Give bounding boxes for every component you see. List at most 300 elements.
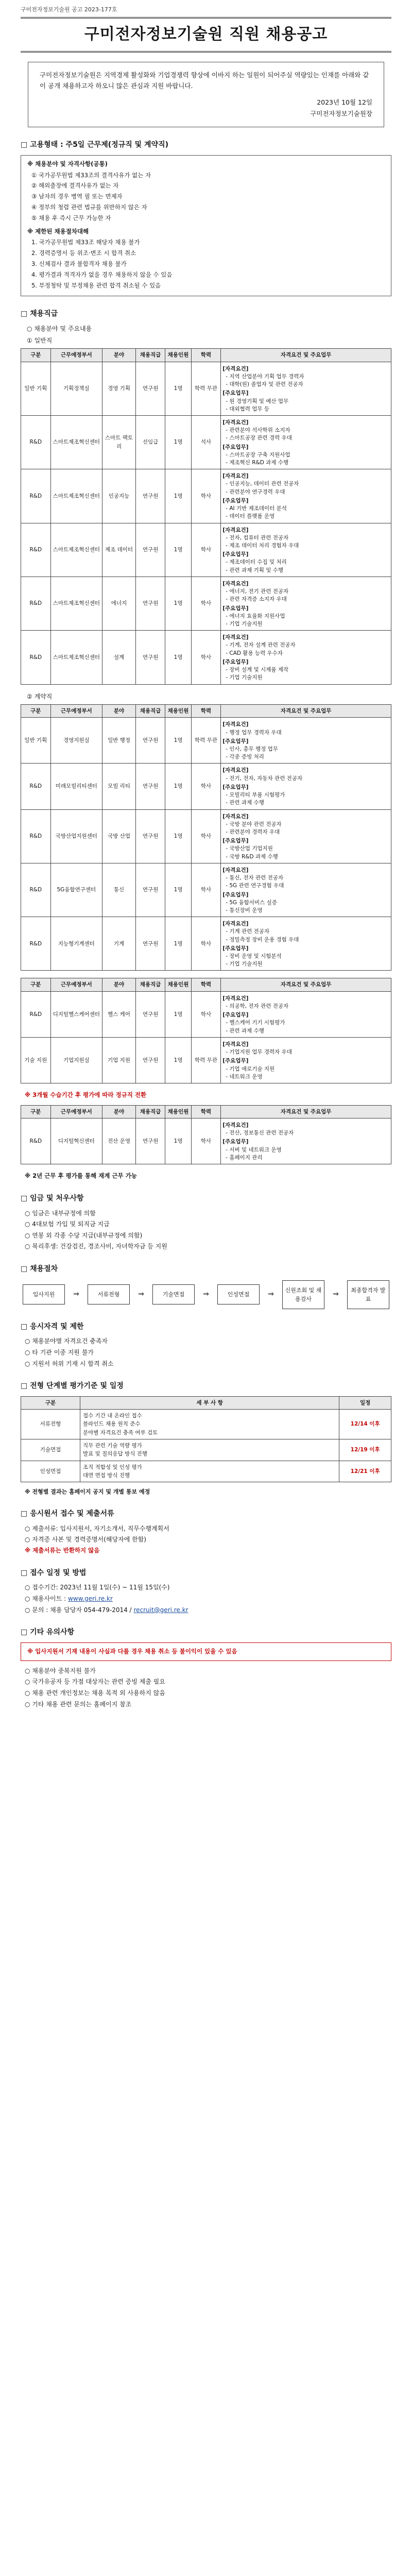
- cell-duty: [221, 809, 391, 863]
- table-row: [21, 1439, 391, 1461]
- duty-line: - 관련분야 연구경력 우대: [226, 488, 285, 495]
- duty-line: - 통신, 전자 관련 전공자: [226, 875, 283, 882]
- cell-cat: R&D: [21, 577, 51, 630]
- detail-line: 조직 적합성 및 인성 평가: [83, 1464, 142, 1470]
- process-step: 서류전형: [88, 1284, 130, 1304]
- cell-dept: 스마트제조혁신센터: [50, 415, 102, 469]
- cell-num: 1명: [165, 718, 191, 764]
- cell-duty: [221, 415, 391, 469]
- schedule-table: [21, 1396, 391, 1482]
- cell-num: 1명: [165, 1037, 191, 1083]
- duty-line: [주요업무]: [222, 444, 249, 450]
- contract-label: ② 계약직: [27, 692, 53, 700]
- cell-num: 1명: [165, 631, 191, 684]
- page-title: 구미전자정보기술원 직원 채용공고: [84, 25, 328, 44]
- date-cell: 12/19 이후: [339, 1439, 391, 1461]
- probation-note: ※ 3개월 수습기간 후 평가에 따라 정규직 전환: [25, 1091, 147, 1098]
- table-row: [21, 917, 391, 971]
- cell-rank: 연구원: [135, 1037, 165, 1083]
- column-header: 분야: [102, 705, 136, 718]
- jobs-body: [21, 362, 391, 684]
- list-item: [25, 1594, 391, 1604]
- list-item: ○ 채용분야별 자격요건 충족자: [25, 1337, 108, 1345]
- arrow-right-icon: ⇒: [268, 1290, 274, 1298]
- duty-line: [주요업무]: [222, 738, 249, 744]
- restriction-title: ※ 제한된 채용절차대해: [27, 227, 89, 235]
- stage-cell: 기술면접: [21, 1439, 80, 1461]
- eligibility-box: [21, 155, 391, 297]
- cell-dept: 기업지원실: [50, 1037, 102, 1083]
- duty-line: - 관련 과제 수행: [226, 800, 264, 806]
- intro-text: 구미전자정보기술원은 지역경제 활성화와 기업경쟁력 향상에 이바지 하는 일원이 되어주실 역량있는 인재를 아래와 같이 공개 채용하고자 하오니 많은 관심과 지원 바랍니다.: [40, 71, 369, 90]
- duty-line: [주요업무]: [222, 1058, 249, 1064]
- cell-duty: [221, 764, 391, 809]
- column-header: 채용직급: [135, 349, 165, 362]
- cell-num: 1명: [165, 764, 191, 809]
- duty-line: - 관련 과제 기획 및 수행: [226, 567, 283, 573]
- cell-dept: 스마트제조혁신센터: [50, 523, 102, 577]
- duty-line: - 기계 관련 전공자: [226, 928, 270, 935]
- column-header: 구분: [21, 349, 51, 362]
- column-header: 구분: [21, 978, 51, 991]
- duty-line: - 기업 기술지원: [226, 961, 263, 968]
- list-item: 1. 국가공무원법 제33조 해당자 채용 불가: [31, 239, 140, 246]
- cell-num: 1명: [165, 809, 191, 863]
- process-step: 기술면접: [152, 1284, 195, 1304]
- cell-rank: 연구원: [135, 991, 165, 1037]
- process-step: 최종합격자 발표: [347, 1280, 389, 1309]
- cell-field: 통신: [102, 863, 136, 917]
- cell-edu: 학력 무관: [191, 718, 221, 764]
- process-flow: [23, 1280, 389, 1309]
- cell-edu: 학사: [191, 1118, 221, 1164]
- column-header: 학력: [191, 349, 221, 362]
- cell-cat: 일반 기획: [21, 718, 51, 764]
- column-header: 구분: [21, 1105, 51, 1118]
- cell-dept: 스마트제조혁신센터: [50, 469, 102, 523]
- cell-cat: R&D: [21, 917, 51, 971]
- column-header: 자격요건 및 주요업무: [221, 349, 391, 362]
- duty-line: - 관련분야 경력자 우대: [226, 828, 280, 835]
- list-item: ○ 4대보험 가입 및 퇴직금 지급: [25, 1221, 110, 1228]
- cell-rank: 연구원: [135, 809, 165, 863]
- duty-line: - 국방산업 기업지원: [226, 845, 273, 852]
- section-recruit-rank: □ 채용직급: [21, 310, 58, 318]
- duty-line: [주요업무]: [222, 497, 249, 504]
- duty-line: - 모빌리티 부품 시험평가: [226, 792, 285, 799]
- table-row: [21, 718, 391, 764]
- list-item: ○ 타 기관 이중 지원 불가: [25, 1349, 94, 1357]
- cell-rank: 연구원: [135, 469, 165, 523]
- contact-email-link[interactable]: recruit@geri.re.kr: [133, 1606, 188, 1614]
- duty-line: - 에너지, 전기 관련 전공자: [226, 588, 289, 595]
- duty-line: - 5G 융합서비스 실증: [226, 899, 277, 906]
- column-header: 채용직급: [135, 978, 165, 991]
- cell-edu: 학사: [191, 863, 221, 917]
- cell-edu: 석사: [191, 415, 221, 469]
- duty-line: [자격요건]: [222, 767, 249, 774]
- list-item: ① 국가공무원법 제33조의 결격사유가 없는 자: [31, 171, 151, 179]
- duty-line: - 인공지능, 데이터 관련 전공자: [226, 481, 299, 487]
- list-item: ④ 정부의 청렴 관련 법규를 위반하지 않은 자: [31, 203, 147, 211]
- duty-line: - 기업 애로기술 지원: [226, 1065, 275, 1072]
- table-row: [21, 764, 391, 809]
- cell-edu: 학사: [191, 809, 221, 863]
- detail-cell: [80, 1410, 339, 1439]
- duty-line: [주요업무]: [222, 784, 249, 790]
- cell-field: 일반 행정: [102, 718, 136, 764]
- duty-line: [자격요건]: [222, 1122, 249, 1129]
- list-item: ○ 자격증 사본 및 경력증명서(해당자에 한함): [25, 1536, 146, 1544]
- duty-line: - 각종 증빙 처리: [226, 754, 264, 760]
- cell-rank: 연구원: [135, 764, 165, 809]
- cell-duty: [221, 523, 391, 577]
- duty-line: [자격요건]: [222, 527, 249, 533]
- cell-dept: 기획정책실: [50, 362, 102, 415]
- duty-line: [주요업무]: [222, 1139, 249, 1145]
- duty-line: [자격요건]: [222, 813, 249, 820]
- cell-rank: 연구원: [135, 718, 165, 764]
- detail-line: 대면 면접 방식 진행: [83, 1472, 130, 1479]
- duty-line: - 제조 데이터 처리 경험자 우대: [226, 543, 299, 549]
- cell-num: 1명: [165, 863, 191, 917]
- duty-line: [주요업무]: [222, 891, 249, 898]
- duty-line: - 스마트공장 구축 지원사업: [226, 451, 290, 458]
- section-pay: □ 임금 및 처우사항: [21, 1194, 84, 1202]
- cell-cat: R&D: [21, 764, 51, 809]
- cell-num: 1명: [165, 577, 191, 630]
- table-header: [21, 349, 391, 362]
- list-item: 3. 신체검사 결과 불합격자 채용 불가: [31, 260, 127, 268]
- recruit-site-link[interactable]: www.geri.re.kr: [67, 1595, 113, 1603]
- column-header: 학력: [191, 978, 221, 991]
- cell-field: 에너지: [102, 577, 136, 630]
- date-cell: 12/14 이후: [339, 1410, 391, 1439]
- stage-cell: 서류전형: [21, 1410, 80, 1439]
- pay-list: [21, 1209, 391, 1251]
- section-qualification: □ 응시자격 및 제한: [21, 1322, 84, 1331]
- duty-line: - 제조데이터 수집 및 처리: [226, 559, 287, 566]
- duty-line: - 국방 R&D 과제 수행: [226, 853, 278, 860]
- duty-line: - 정밀측정 장비 운용 경험 우대: [226, 936, 299, 943]
- cell-field: 스마트 팩토리: [102, 415, 136, 469]
- duty-line: [자격요건]: [222, 921, 249, 927]
- table-header: [21, 1105, 391, 1118]
- column-header: 세 부 사 항: [80, 1396, 339, 1409]
- list-item: ○ 임금은 내부규정에 의함: [25, 1209, 96, 1217]
- date-cell: 12/21 이후: [339, 1461, 391, 1482]
- intro-org: 구미전자정보기술원장: [310, 110, 372, 118]
- duty-line: [주요업무]: [222, 605, 249, 612]
- cell-duty: [221, 991, 391, 1037]
- cell-num: 1명: [165, 362, 191, 415]
- cell-rank: 연구원: [135, 362, 165, 415]
- cell-field: 인공지능: [102, 469, 136, 523]
- duty-line: - 의공학, 전자 관련 전공자: [226, 1003, 289, 1009]
- jobs-body: [21, 991, 391, 1083]
- cell-edu: 학사: [191, 631, 221, 684]
- cell-num: 1명: [165, 469, 191, 523]
- notes-list: [21, 1666, 391, 1709]
- duty-line: - 통신장비 운영: [226, 907, 263, 913]
- cell-cat: R&D: [21, 863, 51, 917]
- duty-line: - AI 기반 제조데이터 분석: [226, 505, 287, 512]
- cell-rank: 연구원: [135, 1118, 165, 1164]
- contract-note: ※ 2년 근무 후 평가를 통해 재계 근무 가능: [25, 1172, 137, 1180]
- list-item: [25, 1605, 391, 1615]
- list-item: ○ 제출서류: 입사지원서, 자기소개서, 직무수행계획서: [25, 1524, 169, 1532]
- duty-line: [자격요건]: [222, 1041, 249, 1047]
- duty-line: - 관련 자격증 소지자 우대: [226, 596, 287, 603]
- column-header: 근무예정부서: [50, 349, 102, 362]
- detail-cell: [80, 1439, 339, 1461]
- cell-dept: 디지털헬스케어센터: [50, 991, 102, 1037]
- jobs-table-4: [21, 1105, 391, 1164]
- duty-line: - 관련 과제 수행: [226, 1027, 264, 1034]
- table-row: [21, 863, 391, 917]
- list-item: ○ 연봉 외 각종 수당 지급(내부규정에 의함): [25, 1231, 143, 1239]
- cell-edu: 학력 무관: [191, 1037, 221, 1083]
- schedule-note: ※ 전형별 결과는 홈페이지 공지 및 개별 통보 예정: [25, 1488, 150, 1496]
- column-header: 근무예정부서: [50, 1105, 102, 1118]
- cell-dept: 국방산업지원센터: [50, 809, 102, 863]
- jobs-table-2: [21, 704, 391, 971]
- duty-line: [자격요건]: [222, 721, 249, 728]
- list-item: ○ 복리후생: 건강검진, 경조사비, 자녀학자금 등 지원: [25, 1243, 167, 1250]
- duty-line: - 행정 업무 경력자 우대: [226, 729, 282, 736]
- section-schedule: □ 전형 단계별 평가기준 및 일정: [21, 1382, 124, 1391]
- cell-cat: 일반 기획: [21, 362, 51, 415]
- list-item: 5. 부정청탁 및 부정채용 관련 합격 취소될 수 있음: [31, 281, 161, 289]
- column-header: 근무예정부서: [50, 978, 102, 991]
- column-header: 자격요건 및 주요업무: [221, 978, 391, 991]
- cell-cat: R&D: [21, 631, 51, 684]
- duty-line: - 제조혁신 R&D 과제 수행: [226, 460, 289, 466]
- table-row: [21, 1037, 391, 1083]
- cell-cat: R&D: [21, 415, 51, 469]
- list-item: ○ 접수기간: 2023년 11월 1일(수) ~ 11월 15일(수): [25, 1584, 170, 1591]
- arrow-right-icon: ⇒: [333, 1290, 339, 1298]
- eligibility-title: ※ 채용분야 및 자격사항(공통): [27, 160, 108, 167]
- duty-line: - 지역 산업분야 기획 업무 경력자: [226, 373, 304, 380]
- duty-line: - 홈페이지 관리: [226, 1154, 263, 1161]
- table-header: [21, 705, 391, 718]
- cell-num: 1명: [165, 1118, 191, 1164]
- cell-num: 1명: [165, 917, 191, 971]
- duty-line: [자격요건]: [222, 419, 249, 426]
- eligibility-list: [27, 171, 385, 223]
- cell-field: 설계: [102, 631, 136, 684]
- cell-edu: 학사: [191, 523, 221, 577]
- site-label: ○ 채용사이트 :: [25, 1595, 66, 1603]
- duty-line: - 대학(원) 졸업자 및 관련 전공자: [226, 381, 303, 388]
- duty-line: [주요업무]: [222, 1012, 249, 1019]
- cell-rank: 연구원: [135, 917, 165, 971]
- section-notes: □ 기타 유의사항: [21, 1628, 75, 1637]
- duty-line: [주요업무]: [222, 838, 249, 844]
- cell-num: 1명: [165, 415, 191, 469]
- cell-dept: 디지털혁신센터: [50, 1118, 102, 1164]
- regular-label: ① 일반직: [27, 336, 53, 344]
- column-header: 채용인원: [165, 978, 191, 991]
- process-step: 인성면접: [217, 1284, 260, 1304]
- column-header: 자격요건 및 주요업무: [221, 705, 391, 718]
- list-item: ⑤ 채용 후 즉시 근무 가능한 자: [31, 214, 111, 222]
- section-application: □ 접수 일정 및 방법: [21, 1568, 87, 1577]
- duty-line: [자격요건]: [222, 473, 249, 480]
- cell-duty: [221, 718, 391, 764]
- notes-warning-box: ※ 입사지원서 기재 내용이 사실과 다를 경우 채용 취소 등 불이익이 있을 수 있음: [21, 1642, 391, 1661]
- cell-dept: 경영지원실: [50, 718, 102, 764]
- cell-rank: 연구원: [135, 631, 165, 684]
- cell-dept: 스마트제조혁신센터: [50, 577, 102, 630]
- duty-line: - CAD 활용 능력 우수자: [226, 650, 283, 656]
- cell-cat: R&D: [21, 523, 51, 577]
- cell-field: 기업 지원: [102, 1037, 136, 1083]
- cell-field: 국방 산업: [102, 809, 136, 863]
- arrow-right-icon: ⇒: [203, 1290, 209, 1298]
- column-header: 채용인원: [165, 349, 191, 362]
- contact-label: ○ 문의 : 채용 담당자 054-479-2014 /: [25, 1606, 132, 1614]
- cell-edu: 학사: [191, 577, 221, 630]
- documents-list: [21, 1524, 391, 1545]
- duty-line: [주요업무]: [222, 658, 249, 665]
- duty-line: [주요업무]: [222, 945, 249, 952]
- cell-duty: [221, 631, 391, 684]
- duty-line: - 국방 분야 관련 전공자: [226, 821, 282, 827]
- column-header: 채용인원: [165, 1105, 191, 1118]
- jobs-body: [21, 1118, 391, 1164]
- list-item: ○ 채용 관련 개인정보는 채용 목적 외 사용하지 않음: [25, 1689, 165, 1697]
- duty-line: - 인사, 총무 행정 업무: [226, 746, 278, 753]
- cell-edu: 학력 무관: [191, 362, 221, 415]
- recruit-subtitle: ○ 채용분야 및 주요내용: [27, 325, 92, 333]
- duty-line: [자격요건]: [222, 867, 249, 873]
- cell-rank: 연구원: [135, 523, 165, 577]
- list-item: ③ 남자의 경우 병역 필 또는 면제자: [31, 193, 123, 200]
- process-step: 입사지원: [23, 1284, 65, 1304]
- cell-dept: 지능형기계센터: [50, 917, 102, 971]
- table-row: [21, 631, 391, 684]
- table-header: [21, 978, 391, 991]
- cell-dept: 스마트제조혁신센터: [50, 631, 102, 684]
- duty-line: - 기업지원 업무 경력자 우대: [226, 1049, 292, 1056]
- duty-line: - 데이터 플랫폼 운영: [226, 513, 275, 520]
- section-employment-type: □ 고용형태 : 주5일 근무제(정규직 및 계약직): [21, 141, 168, 149]
- cell-duty: [221, 362, 391, 415]
- table-row: [21, 577, 391, 630]
- table-header: [21, 1396, 391, 1409]
- arrow-right-icon: ⇒: [73, 1290, 79, 1298]
- column-header: 분야: [102, 1105, 136, 1118]
- duty-line: [자격요건]: [222, 580, 249, 587]
- stage-cell: 인성면접: [21, 1461, 80, 1482]
- column-header: 근무예정부서: [50, 705, 102, 718]
- section-documents: □ 응시원서 접수 및 제출서류: [21, 1510, 114, 1518]
- detail-line: 직무 관련 기술 역량 평가: [83, 1442, 142, 1449]
- table-row: [21, 1410, 391, 1439]
- cell-cat: R&D: [21, 469, 51, 523]
- duty-line: - 장비 운영 및 시험분석: [226, 953, 282, 960]
- table-row: [21, 469, 391, 523]
- duty-line: - 원 경영기획 및 예산 업무: [226, 398, 289, 404]
- duty-line: - 전자, 컴퓨터 관련 전공자: [226, 534, 289, 541]
- duty-line: - 장비 설계 및 시제품 제작: [226, 667, 289, 673]
- duty-line: - 네트워크 운영: [226, 1073, 263, 1080]
- duty-line: - 기계, 전자 설계 관련 전공자: [226, 642, 296, 649]
- duty-line: - 관련분야 석사학위 소지자: [226, 427, 290, 434]
- cell-field: 제조 데이터: [102, 523, 136, 577]
- cell-num: 1명: [165, 991, 191, 1037]
- cell-field: 전산 운영: [102, 1118, 136, 1164]
- duty-line: [자격요건]: [222, 634, 249, 641]
- column-header: 채용인원: [165, 705, 191, 718]
- column-header: 구분: [21, 705, 51, 718]
- list-item: ○ 지원서 허위 기재 시 합격 취소: [25, 1360, 114, 1367]
- duty-line: - 대외협력 업무 등: [226, 405, 270, 412]
- duty-line: - 헬스케어 기기 시험평가: [226, 1020, 285, 1026]
- cell-cat: R&D: [21, 809, 51, 863]
- cell-duty: [221, 917, 391, 971]
- list-item: ○ 기타 채용 관련 문의는 홈페이지 참조: [25, 1700, 132, 1708]
- cell-edu: 학사: [191, 469, 221, 523]
- cell-edu: 학사: [191, 764, 221, 809]
- jobs-table-1: [21, 348, 391, 684]
- duty-line: - 전기, 전자, 자동차 관련 전공자: [226, 775, 303, 782]
- list-item: ○ 채용분야 중복지원 불가: [25, 1667, 96, 1674]
- cell-edu: 학사: [191, 917, 221, 971]
- column-header: 학력: [191, 1105, 221, 1118]
- table-row: [21, 809, 391, 863]
- column-header: 일정: [339, 1396, 391, 1409]
- detail-line: 접수 기간 내 온라인 접수: [83, 1413, 142, 1419]
- intro-box: [28, 62, 384, 128]
- cell-rank: 선임급: [135, 415, 165, 469]
- cell-field: 경영 기획: [102, 362, 136, 415]
- documents-note: ※ 제출서류는 반환하지 않음: [25, 1546, 100, 1554]
- process-step: 신원조회 및 채용검사: [282, 1280, 324, 1309]
- cell-rank: 연구원: [135, 577, 165, 630]
- detail-line: 발표 및 질의응답 방식 진행: [83, 1451, 147, 1458]
- cell-dept: 5G융합연구센터: [50, 863, 102, 917]
- duty-line: - 에너지 효율화 지원사업: [226, 613, 285, 619]
- duty-line: - 5G 관련 연구경험 우대: [226, 883, 284, 889]
- application-list: [21, 1583, 391, 1615]
- list-item: 4. 평가결과 적격자가 없을 경우 채용하지 않을 수 있음: [31, 270, 173, 278]
- cell-dept: 미래모빌리티센터: [50, 764, 102, 809]
- duty-line: - 서버 및 네트워크 운영: [226, 1146, 282, 1153]
- table-row: [21, 1118, 391, 1164]
- table-row: [21, 991, 391, 1037]
- section-process: □ 채용절차: [21, 1264, 58, 1273]
- column-header: 분야: [102, 349, 136, 362]
- cell-duty: [221, 1118, 391, 1164]
- duty-line: [주요업무]: [222, 390, 249, 397]
- cell-field: 모빌 리티: [102, 764, 136, 809]
- column-header: 자격요건 및 주요업무: [221, 1105, 391, 1118]
- intro-date: 2023년 10월 12일: [317, 98, 372, 107]
- detail-line: 분야별 자격요건 충족 여부 검토: [83, 1429, 158, 1436]
- duty-line: [자격요건]: [222, 365, 249, 372]
- cell-duty: [221, 577, 391, 630]
- table-row: [21, 1461, 391, 1482]
- table-row: [21, 415, 391, 469]
- cell-num: 1명: [165, 523, 191, 577]
- list-item: 2. 경력증명서 등 위조·변조 시 합격 취소: [31, 249, 136, 257]
- column-header: 채용직급: [135, 1105, 165, 1118]
- duty-line: [자격요건]: [222, 995, 249, 1002]
- cell-cat: R&D: [21, 1118, 51, 1164]
